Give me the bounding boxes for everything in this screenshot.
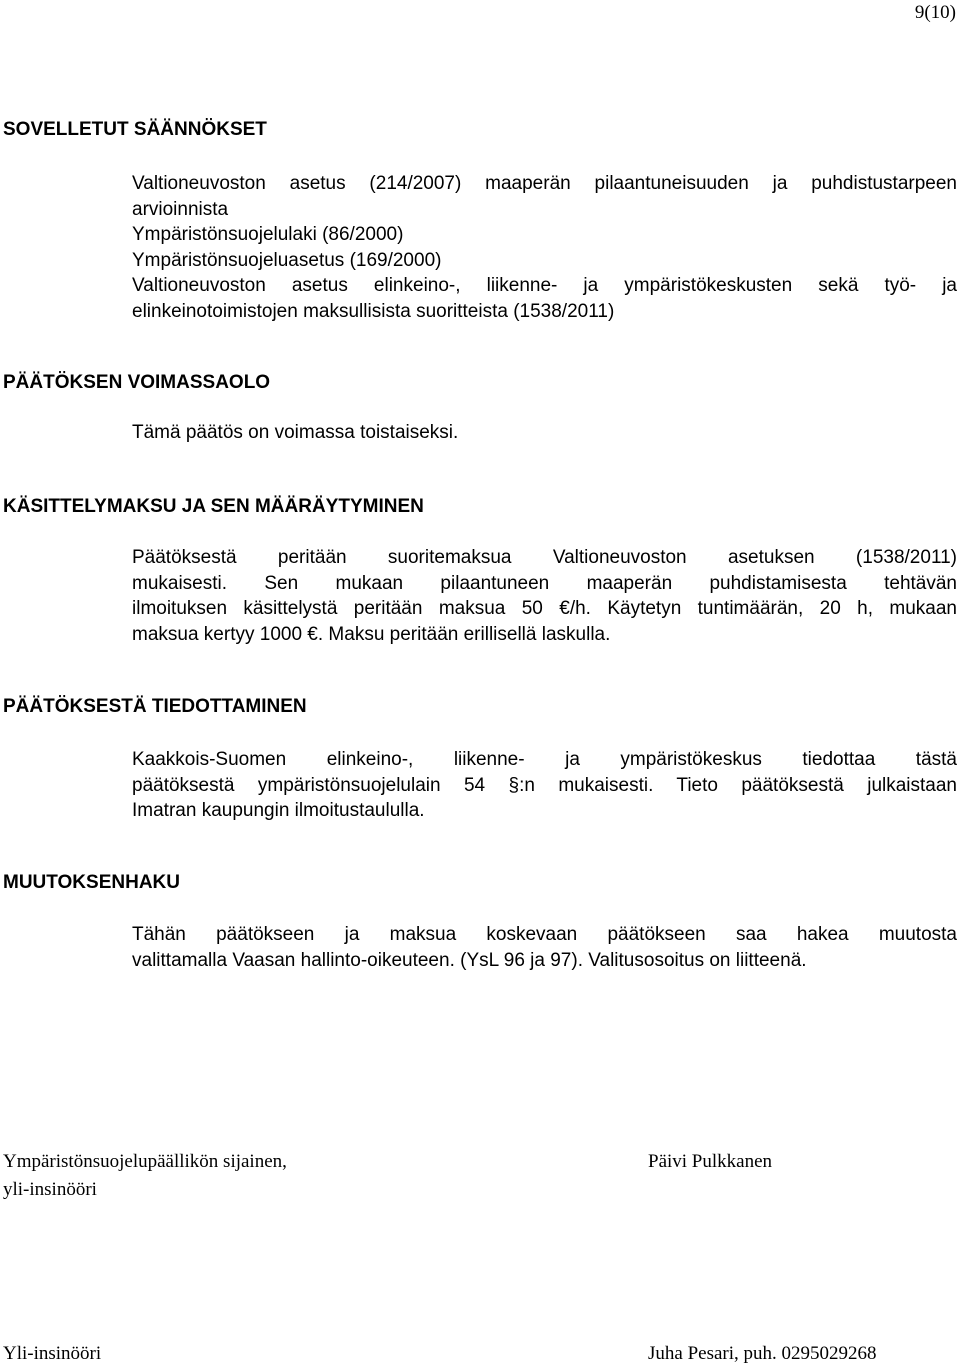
processing-fee-paragraph	[132, 545, 957, 647]
appeal-paragraph	[132, 922, 957, 973]
footer-contact: Juha Pesari, puh. 0295029268	[648, 1343, 877, 1364]
applied-rules-line: Valtioneuvoston asetus elinkeino-, liikenne- ja ympäristökeskusten sekä työ- ja	[132, 275, 957, 296]
section-heading-processing-fee: KÄSITTELYMAKSU JA SEN MÄÄRÄYTYMINEN	[3, 496, 424, 517]
signer-title: Ympäristönsuojelupäällikön sijainen,	[3, 1151, 287, 1172]
validity-line: Tämä päätös on voimassa toistaiseksi.	[132, 422, 459, 443]
signer-title-line2: yli-insinööri	[3, 1179, 97, 1200]
notification-line: päätöksestä ympäristönsuojelulain 54 §:n mukaisesti. Tieto päätöksestä julkaistaan	[132, 774, 957, 796]
section-heading-appeal: MUUTOKSENHAKU	[3, 872, 180, 893]
processing-fee-line: Päätöksestä peritään suoritemaksua Valtioneuvoston asetuksen (1538/2011)	[132, 547, 957, 568]
notification-line: Kaakkois-Suomen elinkeino-, liikenne- ja ympäristökeskus tiedottaa tästä	[132, 749, 957, 770]
page-number: 9(10)	[914, 2, 956, 23]
notification-line: Imatran kaupungin ilmoitustaululla.	[132, 800, 425, 821]
appeal-line: valittamalla Vaasan hallinto-oikeuteen. (YsL 96 ja 97). Valitusosoitus on liitteenä.	[132, 949, 807, 971]
processing-fee-line: mukaisesti. Sen mukaan pilaantuneen maaperän puhdistamisesta tehtävän	[132, 572, 957, 594]
applied-rules-line: Ympäristönsuojelulaki (86/2000)	[132, 224, 404, 245]
applied-rules-line: elinkeinotoimistojen maksullisista suoritteista (1538/2011)	[132, 300, 615, 322]
processing-fee-line: ilmoituksen käsittelystä peritään maksua 50 €/h. Käytetyn tuntimäärän, 20 h, mukaan	[132, 598, 957, 619]
validity-paragraph	[132, 420, 957, 446]
processing-fee-line: maksua kertyy 1000 €. Maksu peritään erillisellä laskulla.	[132, 623, 611, 645]
appeal-line: Tähän päätökseen ja maksua koskevaan päätökseen saa hakea muutosta	[132, 924, 957, 945]
section-heading-applied-rules: SOVELLETUT SÄÄNNÖKSET	[3, 119, 267, 140]
applied-rules-line: Ympäristönsuojeluasetus (169/2000)	[132, 249, 442, 271]
section-heading-validity: PÄÄTÖKSEN VOIMASSAOLO	[3, 372, 271, 393]
applied-rules-line: arvioinnista	[132, 198, 229, 220]
applied-rules-paragraph	[132, 171, 957, 324]
notification-paragraph	[132, 747, 957, 824]
signer-name: Päivi Pulkkanen	[648, 1151, 773, 1172]
section-heading-notification: PÄÄTÖKSESTÄ TIEDOTTAMINEN	[3, 696, 307, 717]
footer-title: Yli-insinööri	[3, 1343, 102, 1364]
applied-rules-line: Valtioneuvoston asetus (214/2007) maaperän pilaantuneisuuden ja puhdistustarpeen	[132, 173, 957, 194]
